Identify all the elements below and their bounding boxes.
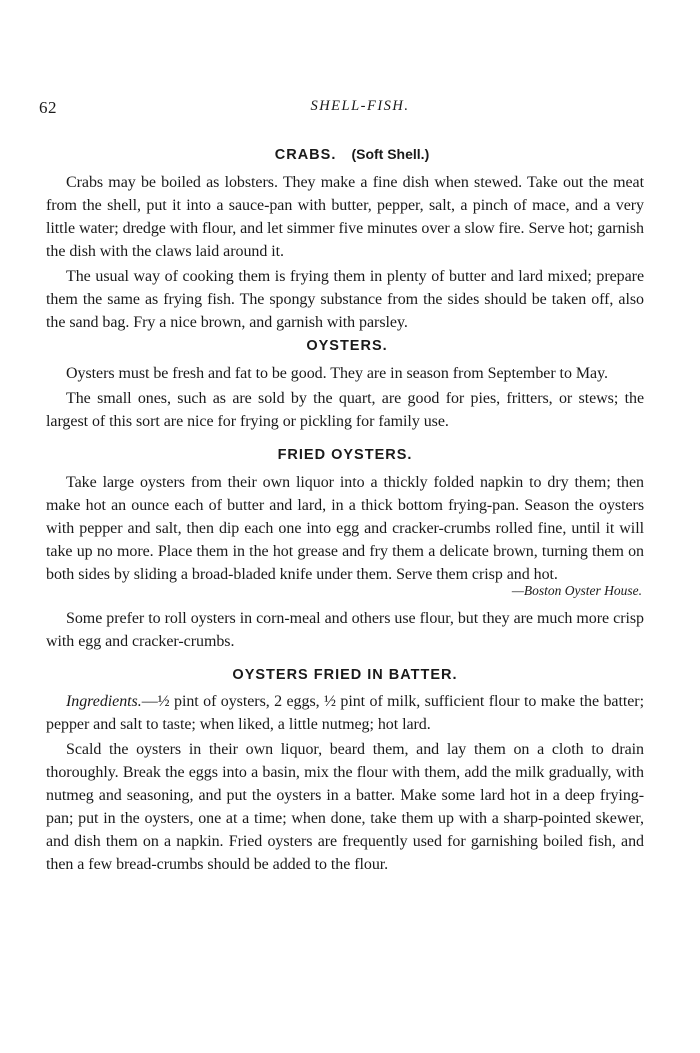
- heading-title: CRABS.: [274, 147, 337, 163]
- heading-subtitle: (Soft Shell.): [351, 146, 430, 162]
- paragraph: Some prefer to roll oysters in corn-meal and others use flour, but they are much more crisp with egg and cracker-crumbs.: [46, 610, 644, 650]
- ingredients-paragraph: [46, 690, 644, 736]
- page-body: [46, 146, 644, 876]
- page-number: 62: [39, 98, 57, 117]
- paragraph: Scald the oysters in their own liquor, beard them, and lay them on a cloth to drain thoroughly. Break the eggs into a basin, mix the flour with them, add the milk gradually, with nutmeg and seasoning, and put the oysters in a batter. Make some lard hot in a deep frying-pan; put in the oysters, one at a time; when done, take them up with a sharp-pointed skewer, and dish them on a napkin. Fried oysters are frequently used for garnishing boiled fish, and then a few bread-crumbs should be added to the flour.: [46, 741, 644, 873]
- recipe-attribution: —Boston Oyster House.: [511, 583, 642, 598]
- paragraph: Crabs may be boiled as lobsters. They make a fine dish when stewed. Take out the meat from the shell, put it into a sauce-pan with butter, pepper, salt, a pinch of mace, and a very little water; dredge with flour, and let simmer five minutes over a slow fire. Serve hot; garnish the dish with the claws laid around it.: [46, 174, 644, 260]
- running-head: SHELL-FISH.: [310, 98, 410, 114]
- paragraph: The usual way of cooking them is frying them in plenty of butter and lard mixed; prepare them the same as frying fish. The spongy substance from the sides should be taken off, also the sand bag. Fry a nice brown, and garnish with parsley.: [46, 268, 644, 331]
- section-heading-fried-oysters: FRIED OYSTERS.: [277, 447, 413, 463]
- ingredients-label: Ingredients.: [66, 693, 142, 710]
- section-heading-oysters: OYSTERS.: [306, 338, 388, 354]
- paragraph: The small ones, such as are sold by the quart, are good for pies, fritters, or stews; the largest of this sort are nice for frying or pickling for family use.: [46, 390, 644, 430]
- section-heading-oysters-batter: OYSTERS FRIED IN BATTER.: [232, 667, 458, 683]
- ingredients-text: —½ pint of oysters, 2 eggs, ½ pint of milk, sufficient flour to make the batter; pepper and salt to taste; when liked, a little nutmeg; hot lard.: [46, 693, 644, 733]
- section-heading-crabs: [46, 146, 644, 163]
- paragraph: Oysters must be fresh and fat to be good. They are in season from September to May.: [66, 365, 608, 382]
- paragraph: Take large oysters from their own liquor into a thickly folded napkin to dry them; then make hot an ounce each of butter and lard, in a thick bottom frying-pan. Season the oysters with pepper and salt, then dip each one into egg and cracker-crumbs rolled fine, until it will take up no more. Place them in the hot grease and fry them a delicate brown, turning them on both sides by sliding a broad-bladed knife under them. Serve them crisp and hot.: [46, 474, 644, 583]
